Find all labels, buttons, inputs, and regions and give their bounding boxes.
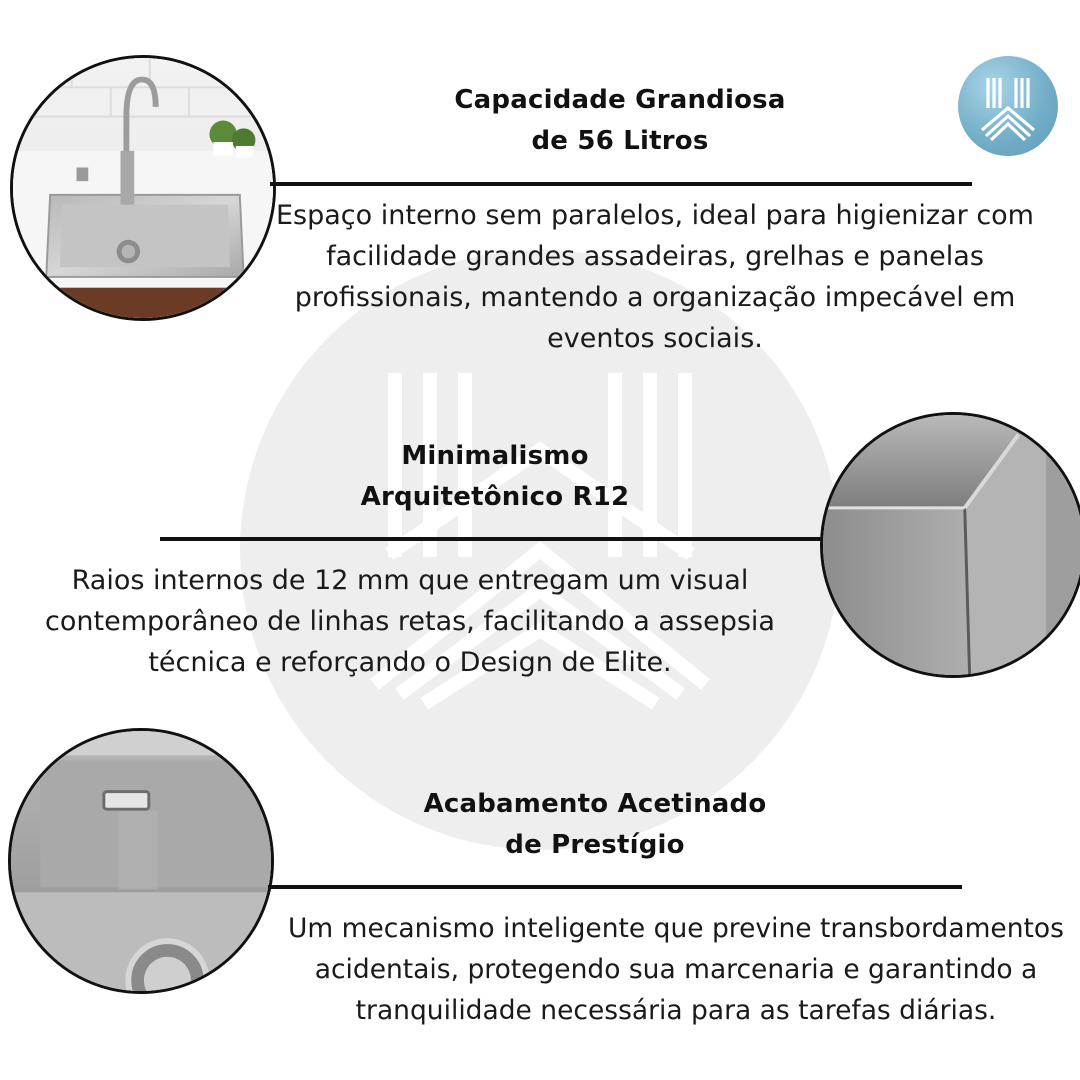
feature-2-title-line2: Arquitetônico R12 <box>360 482 630 512</box>
brand-logo <box>958 56 1058 156</box>
feature-1-title-line1: Capacidade Grandiosa <box>454 85 786 115</box>
feature-2-description: Raios internos de 12 mm que entregam um visual contemporâneo de linhas retas, facilitando a assepsia técnica e reforçando o Design de Elite. <box>45 565 775 678</box>
sink-corner-closeup-photo <box>820 412 1080 678</box>
feature-1-divider <box>270 182 972 186</box>
feature-3-divider <box>268 885 962 889</box>
sink-overflow-closeup-photo <box>8 728 274 994</box>
feature-3-title <box>370 784 820 866</box>
feature-2-divider <box>160 537 822 541</box>
sink-with-faucet-photo <box>10 55 276 321</box>
feature-2-title <box>300 436 690 518</box>
feature-3-title-line1: Acabamento Acetinado <box>423 789 767 819</box>
feature-1-description: Espaço interno sem paralelos, ideal para higienizar com facilidade grandes assadeiras, grelhas e panelas profissionais, mantendo a organização impecável em eventos sociais. <box>275 200 1034 354</box>
feature-3-title-line2: de Prestígio <box>505 830 685 860</box>
feature-1-title <box>400 80 840 162</box>
feature-3-description: Um mecanismo inteligente que previne transbordamentos acidentais, protegendo sua marcenaria e garantindo a tranquilidade necessária para as tarefas diárias. <box>288 913 1064 1026</box>
feature-1-title-line2: de 56 Litros <box>531 126 709 156</box>
brand-monogram-icon <box>958 56 1058 156</box>
feature-2-title-line1: Minimalismo <box>401 441 589 471</box>
